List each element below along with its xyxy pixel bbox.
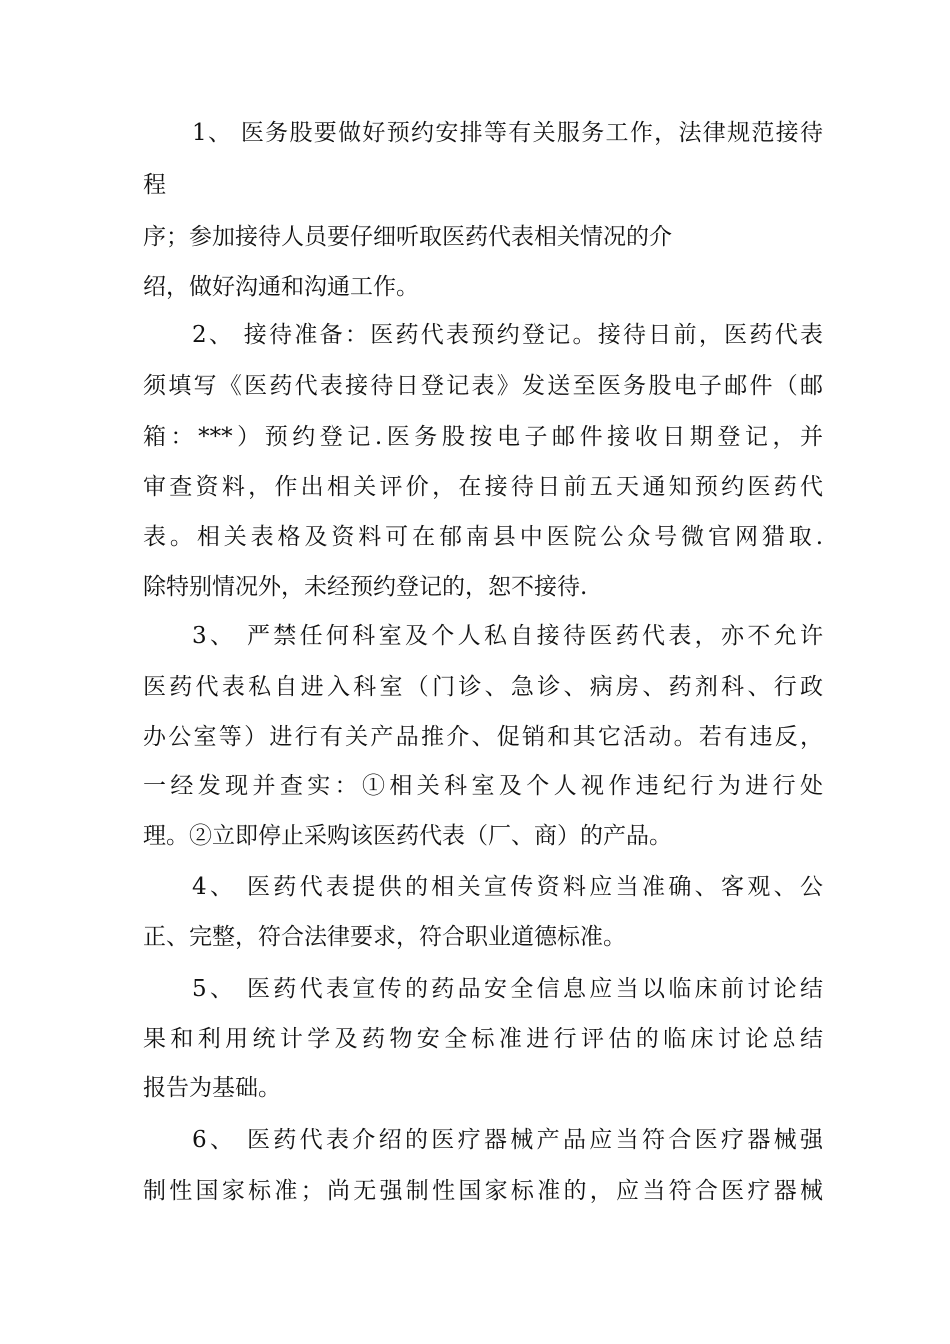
text-line: 3、 严禁任何科室及个人私自接待医药代表，亦不允许: [192, 623, 823, 649]
text-line: 5、 医药代表宣传的药品安全信息应当以临床前讨论结: [192, 976, 823, 1002]
text-line: 表。相关表格及资料可在郁南县中医院公众号微官网猎取.: [143, 524, 823, 550]
text-line: 箱：***）预约登记.医务股按电子邮件接收日期登记，并: [143, 424, 823, 450]
text-line: 审查资料，作出相关评价，在接待日前五天通知预约医药代: [143, 474, 823, 500]
text-line: 理。②立即停止采购该医药代表（厂、商）的产品。: [143, 823, 672, 849]
text-line: 4、 医药代表提供的相关宣传资料应当准确、客观、公: [192, 874, 823, 900]
text-line: 6、 医药代表介绍的医疗器械产品应当符合医疗器械强: [192, 1127, 823, 1153]
text-line: 除特别情况外，未经预约登记的，恕不接待.: [143, 574, 588, 600]
text-line: 须填写《医药代表接待日登记表》发送至医务股电子邮件（邮: [143, 373, 823, 399]
text-line: 序；参加接待人员要仔细听取医药代表相关情况的介: [143, 224, 672, 250]
text-line: 一经发现并查实：①相关科室及个人视作违纪行为进行处: [143, 773, 823, 799]
text-line: 报告为基础。: [143, 1075, 281, 1101]
text-line: 制性国家标准；尚无强制性国家标准的，应当符合医疗器械: [143, 1178, 823, 1204]
text-line: 2、 接待准备：医药代表预约登记。接待日前，医药代表: [192, 322, 823, 348]
text-line: 果和利用统计学及药物安全标准进行评估的临床讨论总结: [143, 1026, 823, 1052]
text-line: 1、 医务股要做好预约安排等有关服务工作，法律规范接待: [192, 120, 823, 146]
text-line: 医药代表私自进入科室（门诊、急诊、病房、药剂科、行政: [143, 674, 823, 700]
text-line: 程: [143, 172, 166, 198]
text-line: 办公室等）进行有关产品推介、促销和其它活动。若有违反，: [143, 724, 823, 750]
text-line: 绍，做好沟通和沟通工作。: [143, 274, 419, 300]
text-line: 正、完整，符合法律要求，符合职业道德标准。: [143, 924, 626, 950]
